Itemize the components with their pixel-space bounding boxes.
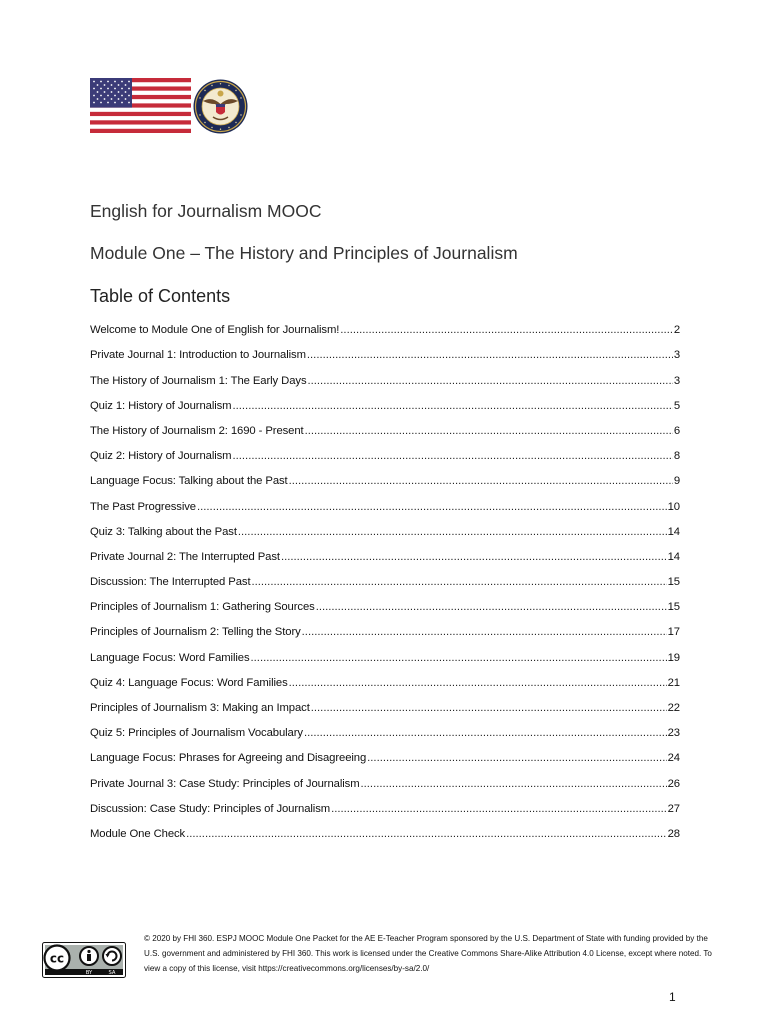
toc-entry[interactable] xyxy=(90,361,680,386)
toc-dot-leader xyxy=(238,526,667,538)
toc-dot-leader xyxy=(307,349,673,361)
us-flag-icon xyxy=(90,78,191,133)
toc-dot-leader xyxy=(251,576,666,588)
toc-entry-label: Quiz 3: Talking about the Past xyxy=(90,525,237,538)
toc-entry-label: Principles of Journalism 3: Making an Impact xyxy=(90,702,310,714)
toc-entry-label: Private Journal 2: The Interrupted Past xyxy=(90,550,280,563)
toc-heading: Table of Contents xyxy=(90,286,231,306)
page-number: 1 xyxy=(669,990,676,1004)
toc-entry-label: Principles of Journalism 2: Telling the Story xyxy=(90,626,301,639)
toc-entry[interactable] xyxy=(90,790,680,815)
module-title: Module One – The History and Principles of Journalism xyxy=(90,243,518,263)
toc-entry[interactable] xyxy=(90,513,680,538)
toc-entry-page: 2 xyxy=(673,324,680,337)
toc-entry-label: Module One Check xyxy=(90,827,186,840)
toc-entry-page: 27 xyxy=(667,802,680,815)
toc-entry-label: Quiz 2: History of Journalism xyxy=(90,450,232,463)
toc-entry[interactable] xyxy=(90,538,680,563)
toc-entry[interactable] xyxy=(90,563,680,588)
toc-entry-label: Quiz 4: Language Focus: Word Families xyxy=(90,676,288,689)
toc-entry[interactable] xyxy=(90,739,680,764)
toc-entry-page: 3 xyxy=(673,374,680,387)
toc-entry-page: 5 xyxy=(673,399,680,412)
toc-entry-page: 23 xyxy=(667,727,680,740)
table-of-contents xyxy=(90,311,680,840)
toc-dot-leader xyxy=(304,727,667,739)
department-of-state-seal-icon xyxy=(193,79,248,134)
toc-entry[interactable] xyxy=(90,714,680,739)
toc-entry-page: 6 xyxy=(673,424,680,437)
toc-entry-page: 15 xyxy=(667,576,680,589)
toc-entry-label: Private Journal 1: Introduction to Journalism xyxy=(90,349,306,362)
toc-entry-label: The History of Journalism 2: 1690 - Present xyxy=(90,424,304,437)
toc-entry-page: 19 xyxy=(667,651,680,664)
toc-dot-leader xyxy=(316,601,667,613)
toc-entry[interactable] xyxy=(90,437,680,462)
cc-by-label: BY xyxy=(85,970,93,977)
toc-dot-leader xyxy=(197,501,667,513)
toc-entry[interactable] xyxy=(90,815,680,840)
toc-entry-page: 24 xyxy=(667,752,680,765)
toc-entry[interactable] xyxy=(90,412,680,437)
toc-entry[interactable] xyxy=(90,588,680,613)
toc-dot-leader xyxy=(289,475,673,487)
toc-entry[interactable] xyxy=(90,689,680,714)
toc-dot-leader xyxy=(308,375,673,387)
license-text: © 2020 by FHI 360. ESPJ MOOC Module One Packet for the AE E-Teacher Program sponsored by the U.S. Department of State with funding provided by the U.S. government and administered by FHI 360. This work is licensed under the Creative Commons Share-Alike Attribution 4.0 License, except where noted. To view a copy of this license, visit https://creativecommons.org/licenses/by-sa/2.0/ xyxy=(144,934,712,973)
toc-dot-leader xyxy=(233,400,673,412)
toc-entry[interactable] xyxy=(90,387,680,412)
document-title: English for Journalism MOOC xyxy=(90,201,322,221)
toc-dot-leader xyxy=(311,702,667,714)
toc-entry-label: Principles of Journalism 1: Gathering Sources xyxy=(90,601,315,614)
toc-entry-page: 22 xyxy=(667,702,680,714)
toc-entry-page: 14 xyxy=(667,550,680,563)
toc-entry-page: 9 xyxy=(673,475,680,488)
toc-entry[interactable] xyxy=(90,311,680,336)
toc-dot-leader xyxy=(305,425,673,437)
toc-entry-label: Discussion: Case Study: Principles of Journalism xyxy=(90,802,331,815)
toc-entry-label: Private Journal 3: Case Study: Principles of Journalism xyxy=(90,777,360,790)
toc-entry-page: 8 xyxy=(673,450,680,463)
creative-commons-by-sa-icon xyxy=(42,942,126,978)
toc-entry[interactable] xyxy=(90,487,680,512)
toc-dot-leader xyxy=(289,677,667,689)
toc-entry-label: Welcome to Module One of English for Journalism! xyxy=(90,324,340,337)
toc-dot-leader xyxy=(361,778,667,790)
toc-dot-leader xyxy=(367,752,666,764)
toc-dot-leader xyxy=(251,652,667,664)
toc-dot-leader xyxy=(302,626,667,638)
toc-entry-label: Quiz 5: Principles of Journalism Vocabulary xyxy=(90,727,303,740)
toc-entry-page: 17 xyxy=(667,626,680,639)
toc-dot-leader xyxy=(233,450,673,462)
toc-entry-page: 15 xyxy=(667,601,680,614)
toc-dot-leader xyxy=(186,828,667,840)
toc-entry-page: 28 xyxy=(667,827,680,840)
toc-dot-leader xyxy=(331,803,667,815)
cc-sa-label: SA xyxy=(108,970,116,977)
toc-entry[interactable] xyxy=(90,613,680,638)
toc-entry[interactable] xyxy=(90,336,680,361)
toc-entry-page: 26 xyxy=(667,777,680,790)
toc-dot-leader xyxy=(281,551,667,563)
toc-entry-label: The Past Progressive xyxy=(90,500,196,513)
toc-entry-label: Language Focus: Talking about the Past xyxy=(90,475,288,488)
toc-entry-label: The History of Journalism 1: The Early Days xyxy=(90,374,307,387)
toc-entry[interactable] xyxy=(90,664,680,689)
svg-text:cc: cc xyxy=(49,951,65,966)
toc-entry[interactable] xyxy=(90,764,680,789)
toc-entry-label: Language Focus: Phrases for Agreeing and Disagreeing xyxy=(90,752,367,765)
toc-entry-label: Discussion: The Interrupted Past xyxy=(90,576,251,589)
toc-entry-label: Quiz 1: History of Journalism xyxy=(90,399,232,412)
toc-entry-page: 3 xyxy=(673,349,680,362)
toc-entry-page: 10 xyxy=(667,500,680,513)
toc-entry-label: Language Focus: Word Families xyxy=(90,651,250,664)
toc-entry[interactable] xyxy=(90,638,680,663)
toc-dot-leader xyxy=(340,324,673,336)
toc-entry[interactable] xyxy=(90,462,680,487)
toc-entry-page: 14 xyxy=(667,525,680,538)
toc-entry-page: 21 xyxy=(667,676,680,689)
